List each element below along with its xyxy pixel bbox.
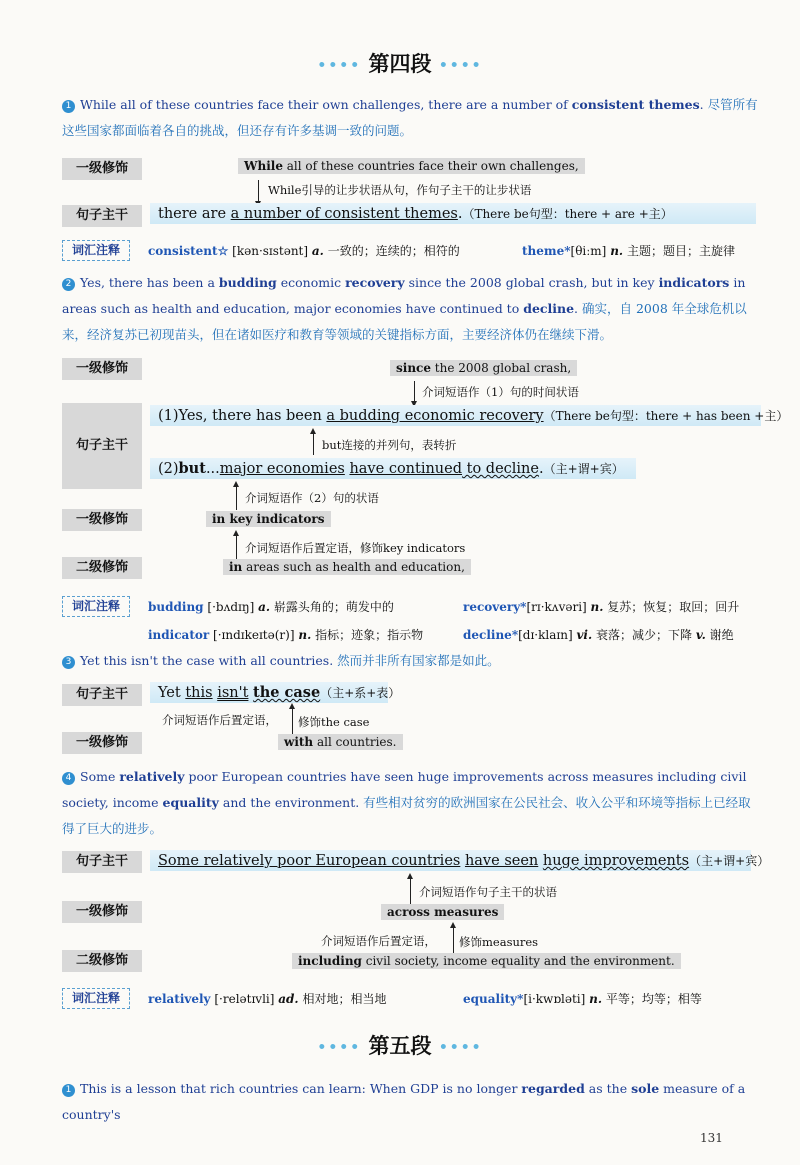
mod-keyword: with: [284, 735, 314, 749]
vocab-def: 相对地；相当地: [302, 992, 387, 1006]
vocab-word: indicator: [148, 628, 210, 642]
vocab-def: 一致的；连续的；相符的: [327, 244, 460, 258]
main-predicate: have continued: [349, 461, 463, 477]
vocab-def: 谢绝: [709, 628, 734, 642]
grammar-note: 介词短语作后置定语，: [162, 713, 277, 727]
mod-keyword: including: [298, 954, 362, 968]
vocab-theme: [522, 242, 735, 259]
en-text: .: [574, 301, 582, 316]
s1-main-clause: [150, 203, 756, 224]
arrow-down: [414, 381, 415, 402]
grammar-note: 介词短语作后置定语，: [321, 934, 436, 948]
arrow-up: [292, 708, 293, 734]
main-text: .: [457, 206, 463, 222]
main-subject: this: [185, 685, 213, 701]
grammar-note: 介词短语作（1）句的时间状语: [422, 385, 579, 399]
en-keyword: decline: [523, 301, 575, 316]
s4-main-clause: [150, 850, 770, 871]
en-keyword: relatively: [119, 769, 185, 784]
mod-text: civil society, income equality and the environment.: [361, 954, 675, 968]
sentence-number-badge: 1: [62, 100, 75, 113]
en-keyword: consistent themes: [571, 97, 700, 112]
vocab-pos: n.: [589, 992, 603, 1006]
en-text: Some: [80, 769, 120, 784]
vocab-word: equality: [463, 992, 518, 1006]
main-object: to decline: [462, 461, 539, 477]
zh-translation: 然而并非所有国家都是如此。: [337, 653, 500, 668]
vocab-pron: [·bʌdɪŋ]: [207, 600, 255, 614]
main-pattern-note: （There be句型：there + are +主）: [462, 207, 673, 221]
sentence-3-paragraph: [62, 648, 762, 674]
heading-title: 第五段: [368, 1033, 432, 1058]
en-keyword: sole: [631, 1081, 660, 1096]
vocab-mark: *: [511, 628, 519, 642]
sentence-2-paragraph: [62, 270, 762, 348]
vocab-word: consistent: [148, 244, 218, 258]
main-subject: a budding economic recovery: [326, 408, 544, 424]
s2-main-clause-1: [150, 405, 789, 426]
main-text: ...: [205, 461, 220, 477]
vocab-word: recovery: [463, 600, 521, 614]
s3-modifier: [278, 734, 403, 750]
main-conj: but: [178, 460, 206, 477]
main-linking-verb: isn't: [217, 685, 249, 701]
zh-translation: 尽管所有这些国家都面临着各自的挑战，但还存有许多基调一致的问题。: [62, 97, 758, 138]
vocab-word: theme: [522, 244, 565, 258]
main-pattern-note: （主+谓+宾）: [543, 462, 624, 476]
en-text: Yes, there has been a: [80, 275, 219, 290]
vocab-budding: [148, 598, 394, 615]
s2-modifier-top: [390, 360, 577, 376]
vocab-def: 复苏；恢复；取回；回升: [607, 600, 740, 614]
main-predicative: the case: [253, 684, 321, 701]
en-keyword: indicators: [658, 275, 730, 290]
grammar-note: 介词短语作后置定语，修饰key indicators: [245, 541, 466, 555]
vocab-pos: n.: [298, 628, 312, 642]
vocab-def: 主题；题目；主旋律: [626, 244, 735, 258]
s3-main-clause: [150, 682, 401, 703]
mod-text: all countries.: [313, 735, 397, 749]
label-modifier-1: 一级修饰: [62, 509, 142, 531]
vocab-recovery: [463, 598, 739, 615]
en-keyword: budding: [218, 275, 277, 290]
vocab-decline: [463, 626, 734, 643]
grammar-note: While引导的让步状语从句，作句子主干的让步状语: [268, 183, 532, 197]
arrow-up: [453, 927, 454, 953]
label-modifier-2: 二级修饰: [62, 950, 142, 972]
sentence-4-paragraph: [62, 764, 762, 842]
label-main: 句子主干: [62, 684, 142, 706]
arrow-up: [313, 433, 314, 455]
sentence-1-paragraph: [62, 92, 762, 144]
main-text: .: [538, 461, 544, 477]
arrow-up: [236, 486, 237, 510]
s4-modifier-1: [381, 904, 504, 920]
main-pattern-note: （主+系+表）: [320, 686, 401, 700]
main-subject: Some relatively poor European countries: [158, 853, 461, 869]
sentence-number-badge: 2: [62, 278, 75, 291]
vocab-def: 指标；迹象；指示物: [315, 628, 424, 642]
vocab-def: 平等；均等；相等: [605, 992, 702, 1006]
zh-translation: 有些相对贫穷的欧洲国家在公民社会、收入公平和环境等指标上已经取得了巨大的进步。: [62, 795, 751, 836]
zh-translation: 确实，自 2008 年全球危机以来，经济复苏已初现苗头，但在诸如医疗和教育等领域的关键指标方面，主要经济体仍在继续下滑。: [62, 301, 747, 342]
vocab-def: 崭露头角的；萌发中的: [273, 600, 394, 614]
en-text: economic: [276, 275, 346, 290]
en-text: since the 2008 global crash, but in key: [404, 275, 659, 290]
en-text: and the environment.: [218, 795, 364, 810]
grammar-note: 修饰the case: [298, 715, 370, 729]
mod-text: in key indicators: [212, 512, 325, 526]
heading-dots-right: ••••: [438, 57, 483, 74]
vocab-pron: [kən·sɪstənt]: [232, 244, 309, 258]
main-pattern-note: （There be句型：there + has been +主）: [543, 409, 789, 423]
arrow-up: [236, 535, 237, 559]
vocab-pos: a.: [258, 600, 271, 614]
vocab-mark: ☆: [217, 244, 229, 258]
heading-dots-left: ••••: [317, 1039, 362, 1056]
en-text: as the: [584, 1081, 632, 1096]
vocab-def: 衰落；减少；下降: [596, 628, 693, 642]
label-vocab: 词汇注释: [62, 596, 130, 617]
sentence-number-badge: 4: [62, 772, 75, 785]
vocab-mark: *: [564, 244, 571, 258]
vocab-pron: [i·kwɒləti]: [523, 992, 586, 1006]
label-modifier-1: 一级修饰: [62, 901, 142, 923]
label-modifier-1: 一级修饰: [62, 358, 142, 380]
main-subject: a number of consistent themes: [230, 206, 458, 222]
vocab-pron: [rɪ·kʌvəri]: [526, 600, 587, 614]
mod-keyword: since: [396, 361, 431, 375]
main-subject: major economies: [219, 461, 345, 477]
en-text: in areas such as health and education, major economies have continued to: [62, 275, 746, 316]
en-text: .: [699, 97, 708, 112]
sentence-number-badge: 3: [62, 656, 75, 669]
mod-text: across measures: [387, 905, 499, 919]
main-text: (2): [158, 461, 179, 477]
main-object: huge improvements: [542, 853, 690, 869]
vocab-consistent: [148, 242, 460, 259]
grammar-note: 介词短语作（2）句的状语: [245, 491, 379, 505]
label-modifier-2: 二级修饰: [62, 557, 142, 579]
vocab-pos: vi.: [576, 628, 593, 642]
sentence-number-badge: 1: [62, 1084, 75, 1097]
vocab-pron: [dɪ·klaɪn]: [518, 628, 573, 642]
vocab-word: relatively: [148, 992, 211, 1006]
s1-modifier: [238, 158, 585, 174]
section-heading-5: [0, 1030, 800, 1060]
vocab-indicator: [148, 626, 423, 643]
arrow-down: [258, 180, 259, 202]
heading-title: 第四段: [368, 51, 432, 76]
vocab-pron: [·ɪndɪkeɪtə(r)]: [213, 628, 295, 642]
main-predicate: have seen: [464, 853, 539, 869]
main-text: there are: [158, 206, 231, 222]
s2-main-clause-2: [150, 458, 636, 479]
grammar-note: but连接的并列句，表转折: [322, 438, 457, 452]
label-main: 句子主干: [62, 851, 142, 873]
en-text: While all of these countries face their own challenges, there are a number of: [80, 97, 572, 112]
section-heading-4: [0, 48, 800, 78]
heading-dots-left: ••••: [317, 57, 362, 74]
label-main: 句子主干: [62, 205, 142, 227]
en-keyword: equality: [162, 795, 219, 810]
vocab-pos: ad.: [278, 992, 299, 1006]
grammar-note: 介词短语作句子主干的状语: [419, 885, 557, 899]
grammar-note: 修饰measures: [459, 935, 539, 949]
mod-text: all of these countries face their own challenges,: [282, 159, 579, 173]
en-keyword: regarded: [521, 1081, 585, 1096]
vocab-relatively: [148, 990, 386, 1007]
page-number: 131: [700, 1131, 723, 1145]
vocab-pos: n.: [590, 600, 604, 614]
vocab-equality: [463, 990, 702, 1007]
label-modifier-1: 一级修饰: [62, 732, 142, 754]
vocab-pron: [·relətɪvli]: [214, 992, 275, 1006]
main-text: (1)Yes, there has been: [158, 408, 327, 424]
en-keyword: recovery: [345, 275, 405, 290]
mod-keyword: in: [229, 560, 243, 574]
vocab-word: budding: [148, 600, 204, 614]
arrow-up: [410, 878, 411, 904]
mod-text: the 2008 global crash,: [430, 361, 572, 375]
label-modifier-1: 一级修饰: [62, 158, 142, 180]
vocab-pos: a.: [311, 244, 324, 258]
en-text: poor European countries have seen huge improvements across measures including civil society, income: [62, 769, 747, 810]
en-text: measure of a country's: [62, 1081, 746, 1122]
section-5-sentence-1: [62, 1076, 762, 1128]
main-pattern-note: （主+谓+宾）: [689, 854, 770, 868]
vocab-pos: n.: [610, 244, 624, 258]
s4-modifier-2: [292, 953, 681, 969]
label-vocab: 词汇注释: [62, 988, 130, 1009]
s2-modifier-2: [223, 559, 471, 575]
main-text: Yet: [158, 685, 186, 701]
en-text: This is a lesson that rich countries can learn: When GDP is no longer: [80, 1081, 522, 1096]
label-vocab: 词汇注释: [62, 240, 130, 261]
mod-text: areas such as health and education,: [242, 560, 465, 574]
heading-dots-right: ••••: [438, 1039, 483, 1056]
s2-modifier-1: [206, 511, 331, 527]
vocab-pos: v.: [695, 628, 706, 642]
vocab-mark: *: [520, 600, 527, 614]
vocab-word: decline: [463, 628, 512, 642]
vocab-pron: [θiːm]: [570, 244, 607, 258]
vocab-mark: *: [517, 992, 524, 1006]
label-main: 句子主干: [62, 403, 142, 489]
mod-keyword: While: [244, 159, 283, 173]
en-text: Yet this isn't the case with all countries.: [80, 653, 338, 668]
